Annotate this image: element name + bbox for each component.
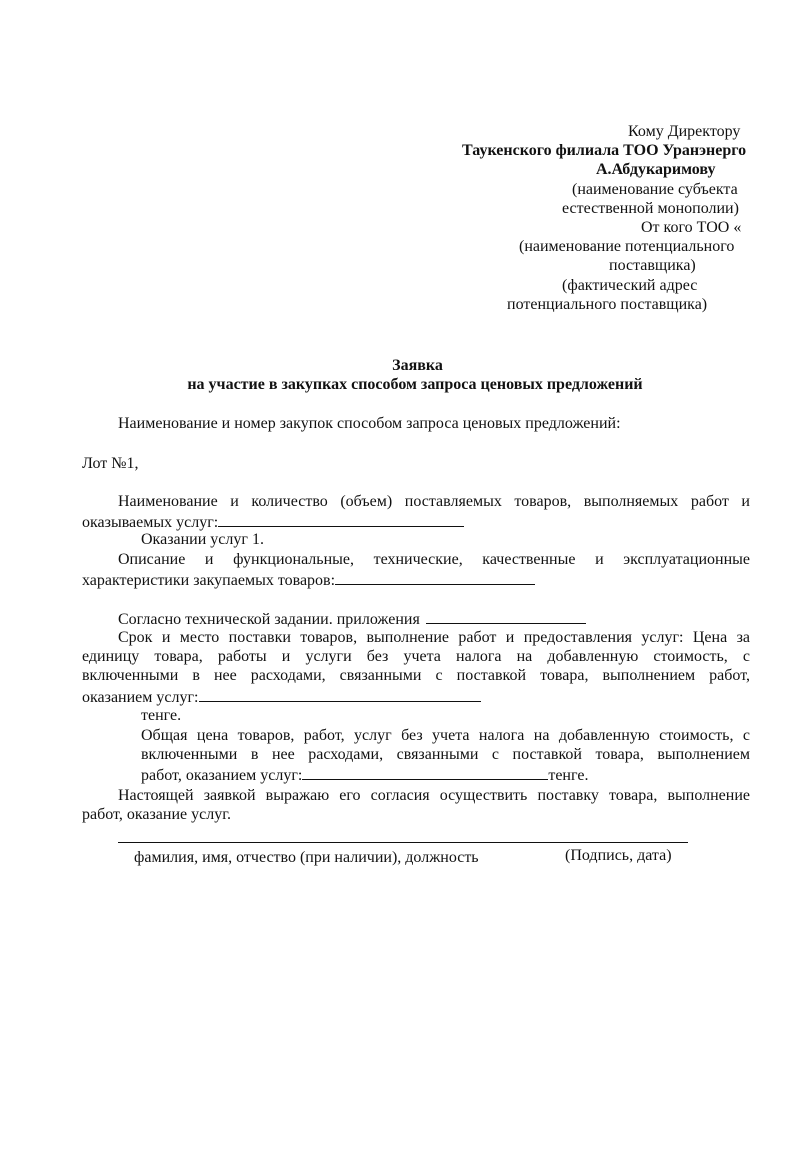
unit-price-blank [199, 686, 481, 702]
delivery-terms-line-1: Срок и место поставки товаров, выполнение работ и предоставления услуг: Цена за [118, 629, 750, 646]
description-line-2 [82, 569, 535, 591]
sender-line-4: (фактический адрес [562, 277, 698, 294]
technical-spec-line [118, 608, 586, 630]
addressee-line-4: (наименование субъекта [572, 181, 738, 198]
sender-line-1: От кого ТОО « [641, 219, 742, 236]
procurement-name-label: Наименование и номер закупок способом запроса ценовых предложений: [118, 415, 621, 432]
total-price-line-2: включенными в нее расходами, связанными с поставкой товара, выполнением [141, 746, 750, 763]
total-price-line-1: Общая цена товаров, работ, услуг без учета налога на добавленную стоимость, с [141, 727, 750, 744]
delivery-terms-line-3: включенными в нее расходами, связанными с поставкой товара, выполнением работ, [82, 667, 750, 684]
technical-spec-blank [426, 608, 586, 624]
goods-quantity-line-2 [82, 511, 464, 533]
signature-date-caption: (Подпись, дата) [565, 847, 672, 864]
description-line-1: Описание и функциональные, технические, качественные и эксплуатационные [118, 551, 750, 568]
goods-quantity-label: оказываемых услуг: [82, 514, 219, 531]
sender-line-3: поставщика) [609, 257, 696, 274]
sender-line-5: потенциального поставщика) [507, 296, 708, 313]
total-price-line-3 [141, 764, 588, 786]
consent-line-2: работ, оказание услуг. [82, 806, 231, 823]
addressee-line-2: Таукенского филиала ТОО Уранэнерго [462, 142, 747, 159]
delivery-terms-line-2: единицу товара, работы и услуги без учета налога на добавленную стоимость, с [82, 648, 750, 665]
name-position-caption: фамилия, имя, отчество (при наличии), должность [134, 849, 479, 866]
addressee-line-3: А.Абдукаримову [596, 161, 716, 178]
unit-price-currency: тенге. [141, 707, 182, 724]
addressee-line-5: естественной монополии) [562, 200, 739, 217]
lot-label: Лот №1, [82, 455, 139, 472]
total-price-blank [302, 764, 548, 780]
addressee-line-1: Кому Директору [628, 123, 741, 140]
description-label: характеристики закупаемых товаров: [82, 572, 336, 589]
description-blank [335, 569, 535, 585]
signature-line [118, 842, 688, 843]
total-price-label: работ, оказанием услуг: [141, 767, 303, 784]
title-line-1: Заявка [392, 357, 443, 374]
delivery-terms-line-4 [82, 686, 481, 708]
technical-spec-label: Согласно технической задании. приложения [118, 611, 420, 628]
sender-line-2: (наименование потенциального [519, 238, 735, 255]
unit-price-label: оказанием услуг: [82, 689, 199, 706]
goods-quantity-line-1: Наименование и количество (объем) поставляемых товаров, выполняемых работ и [118, 493, 750, 510]
title-line-2: на участие в закупках способом запроса ценовых предложений [187, 376, 643, 393]
consent-line-1: Настоящей заявкой выражаю его согласия осуществить поставку товара, выполнение [118, 787, 750, 804]
goods-quantity-blank [218, 511, 464, 527]
services-value: Оказании услуг 1. [141, 531, 264, 548]
total-price-currency: тенге. [548, 767, 589, 784]
